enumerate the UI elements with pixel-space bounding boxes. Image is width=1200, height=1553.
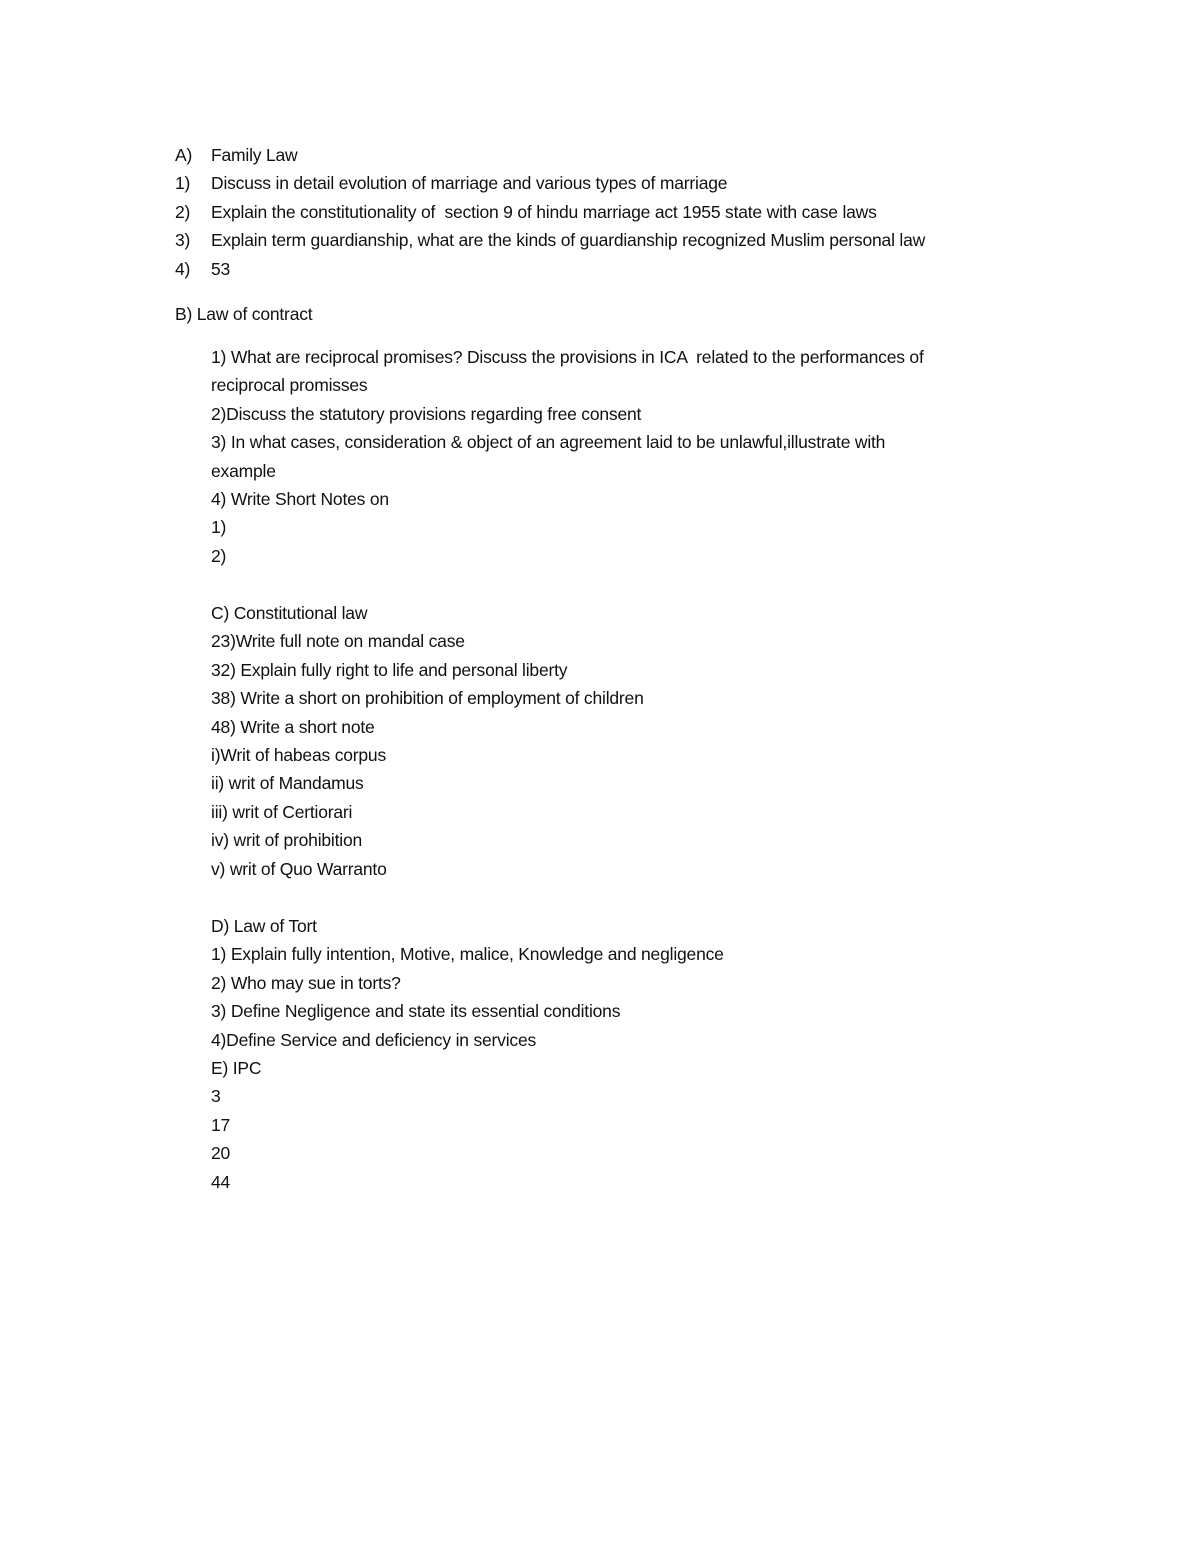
text-line: reciprocal promisses [211,375,368,396]
list-item: 3) Explain term guardianship, what are the kinds of guardianship recognized Muslim personal law [175,230,926,251]
section-heading: E) IPC [211,1057,262,1078]
section-contract-heading [175,300,312,328]
text-line: 32) Explain fully right to life and personal liberty [211,659,568,680]
text-line: 48) Write a short note [211,716,375,737]
text-line: 2)Discuss the statutory provisions regarding free consent [211,403,642,424]
text-line: 1) Explain fully intention, Motive, malice, Knowledge and negligence [211,944,724,965]
text-line: 23)Write full note on mandal case [211,631,465,652]
section-heading: D) Law of Tort [211,916,317,936]
section-heading: A) Family Law [175,145,298,165]
text-line: example [211,460,276,481]
section-tort-and-ipc [211,912,724,1196]
text-line: 3) Define Negligence and state its essential conditions [211,1001,621,1022]
text-line: 17 [211,1114,231,1135]
text-line: 1) What are reciprocal promises? Discuss the provisions in ICA related to the performances of [211,347,924,367]
text-line: 44 [211,1171,231,1192]
text-line: i)Writ of habeas corpus [211,744,387,765]
text-line: 4)Define Service and deficiency in services [211,1029,537,1050]
list-item: 4) 53 [175,258,231,279]
text-line: 4) Write Short Notes on [211,488,389,509]
text-line: 2) [211,545,227,566]
text-line: v) writ of Quo Warranto [211,858,387,879]
section-constitutional-law [211,599,644,883]
section-heading: B) Law of contract [175,304,313,324]
text-line: 3) In what cases, consideration & object of an agreement laid to be unlawful,illustrate with [211,432,886,453]
list-item: 2) Explain the constitutionality of section 9 of hindu marriage act 1955 state with case laws [175,201,877,222]
text-line: 20 [211,1143,231,1164]
text-line: 38) Write a short on prohibition of employment of children [211,688,644,709]
section-heading: C) Constitutional law [211,603,368,623]
text-line: 2) Who may sue in torts? [211,972,401,993]
text-line: ii) writ of Mandamus [211,773,364,794]
text-line: iii) writ of Certiorari [211,801,353,822]
section-family-law [175,141,925,283]
section-contract [211,343,924,570]
text-line: 1) [211,517,227,538]
text-line: iv) writ of prohibition [211,830,363,851]
list-item: 1) Discuss in detail evolution of marriage and various types of marriage [175,173,728,194]
text-line: 3 [211,1086,221,1107]
